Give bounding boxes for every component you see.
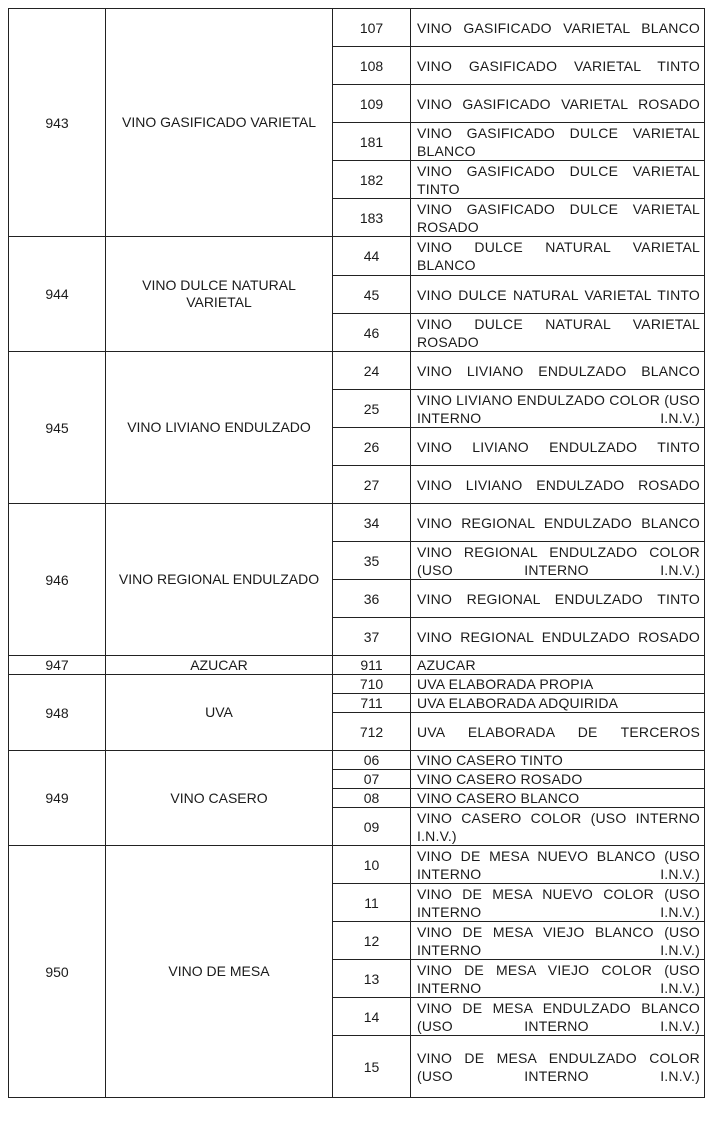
item-description-cell: VINO REGIONAL ENDULZADO COLOR (USO INTERNO I.N.V.) [411, 542, 705, 580]
item-description-cell: VINO REGIONAL ENDULZADO ROSADO [411, 618, 705, 656]
item-description-cell: VINO DE MESA ENDULZADO COLOR (USO INTERNO I.N.V.) [411, 1036, 705, 1098]
group-name-cell: VINO GASIFICADO VARIETAL [106, 9, 333, 237]
item-description-cell: VINO DULCE NATURAL VARIETAL BLANCO [411, 237, 705, 276]
table-row [9, 504, 705, 542]
item-description-cell: VINO DE MESA VIEJO COLOR (USO INTERNO I.N.V.) [411, 960, 705, 998]
group-name-cell: VINO CASERO [106, 751, 333, 846]
item-code-cell: 181 [333, 123, 411, 161]
item-description-cell: VINO DULCE NATURAL VARIETAL ROSADO [411, 314, 705, 352]
table-row [9, 9, 705, 47]
group-code-cell: 948 [9, 675, 106, 751]
item-description-cell: VINO DULCE NATURAL VARIETAL TINTO [411, 276, 705, 314]
item-description-cell: VINO DE MESA VIEJO BLANCO (USO INTERNO I.N.V.) [411, 922, 705, 960]
group-name-cell: VINO LIVIANO ENDULZADO [106, 352, 333, 504]
item-code-cell: 15 [333, 1036, 411, 1098]
item-description-cell: VINO LIVIANO ENDULZADO TINTO [411, 428, 705, 466]
table-row [9, 846, 705, 884]
table-row [9, 751, 705, 770]
item-description-cell: UVA ELABORADA PROPIA [411, 675, 705, 694]
group-code-cell: 947 [9, 656, 106, 675]
item-code-cell: 45 [333, 276, 411, 314]
item-code-cell: 710 [333, 675, 411, 694]
item-description-cell: VINO CASERO TINTO [411, 751, 705, 770]
item-code-cell: 26 [333, 428, 411, 466]
item-description-cell: UVA ELABORADA DE TERCEROS [411, 713, 705, 751]
group-code-cell: 945 [9, 352, 106, 504]
item-description-cell: VINO CASERO ROSADO [411, 770, 705, 789]
item-code-cell: 107 [333, 9, 411, 47]
item-description-cell: VINO GASIFICADO VARIETAL ROSADO [411, 85, 705, 123]
product-code-table [8, 8, 705, 1098]
item-description-cell: AZUCAR [411, 656, 705, 675]
group-name-cell: VINO DE MESA [106, 846, 333, 1098]
item-description-cell: VINO GASIFICADO DULCE VARIETAL TINTO [411, 161, 705, 199]
item-code-cell: 44 [333, 237, 411, 276]
item-code-cell: 711 [333, 694, 411, 713]
item-code-cell: 108 [333, 47, 411, 85]
group-name-cell: VINO DULCE NATURAL VARIETAL [106, 237, 333, 352]
item-code-cell: 24 [333, 352, 411, 390]
table-body [9, 9, 705, 1098]
group-code-cell: 950 [9, 846, 106, 1098]
item-description-cell: VINO GASIFICADO DULCE VARIETAL ROSADO [411, 199, 705, 237]
group-code-cell: 949 [9, 751, 106, 846]
item-description-cell: VINO DE MESA NUEVO COLOR (USO INTERNO I.N.V.) [411, 884, 705, 922]
item-code-cell: 35 [333, 542, 411, 580]
group-name-cell: VINO REGIONAL ENDULZADO [106, 504, 333, 656]
item-description-cell: VINO DE MESA NUEVO BLANCO (USO INTERNO I.N.V.) [411, 846, 705, 884]
item-code-cell: 14 [333, 998, 411, 1036]
item-code-cell: 712 [333, 713, 411, 751]
item-description-cell: VINO GASIFICADO DULCE VARIETAL BLANCO [411, 123, 705, 161]
item-code-cell: 37 [333, 618, 411, 656]
item-code-cell: 09 [333, 808, 411, 846]
item-description-cell: VINO LIVIANO ENDULZADO BLANCO [411, 352, 705, 390]
item-description-cell: VINO LIVIANO ENDULZADO ROSADO [411, 466, 705, 504]
item-description-cell: VINO LIVIANO ENDULZADO COLOR (USO INTERNO I.N.V.) [411, 390, 705, 428]
group-code-cell: 946 [9, 504, 106, 656]
item-description-cell: VINO CASERO COLOR (USO INTERNO I.N.V.) [411, 808, 705, 846]
group-name-cell: UVA [106, 675, 333, 751]
item-description-cell: VINO DE MESA ENDULZADO BLANCO (USO INTERNO I.N.V.) [411, 998, 705, 1036]
item-code-cell: 182 [333, 161, 411, 199]
table-row [9, 237, 705, 276]
item-code-cell: 13 [333, 960, 411, 998]
item-code-cell: 11 [333, 884, 411, 922]
group-code-cell: 944 [9, 237, 106, 352]
item-description-cell: VINO REGIONAL ENDULZADO BLANCO [411, 504, 705, 542]
item-code-cell: 06 [333, 751, 411, 770]
item-code-cell: 27 [333, 466, 411, 504]
item-code-cell: 46 [333, 314, 411, 352]
item-code-cell: 34 [333, 504, 411, 542]
table-row [9, 352, 705, 390]
item-description-cell: VINO GASIFICADO VARIETAL TINTO [411, 47, 705, 85]
table-row [9, 656, 705, 675]
item-description-cell: UVA ELABORADA ADQUIRIDA [411, 694, 705, 713]
item-code-cell: 183 [333, 199, 411, 237]
table-row [9, 675, 705, 694]
item-description-cell: VINO GASIFICADO VARIETAL BLANCO [411, 9, 705, 47]
item-code-cell: 08 [333, 789, 411, 808]
item-code-cell: 911 [333, 656, 411, 675]
group-code-cell: 943 [9, 9, 106, 237]
group-name-cell: AZUCAR [106, 656, 333, 675]
item-code-cell: 109 [333, 85, 411, 123]
item-description-cell: VINO CASERO BLANCO [411, 789, 705, 808]
item-code-cell: 07 [333, 770, 411, 789]
item-code-cell: 12 [333, 922, 411, 960]
item-code-cell: 10 [333, 846, 411, 884]
item-description-cell: VINO REGIONAL ENDULZADO TINTO [411, 580, 705, 618]
item-code-cell: 36 [333, 580, 411, 618]
item-code-cell: 25 [333, 390, 411, 428]
